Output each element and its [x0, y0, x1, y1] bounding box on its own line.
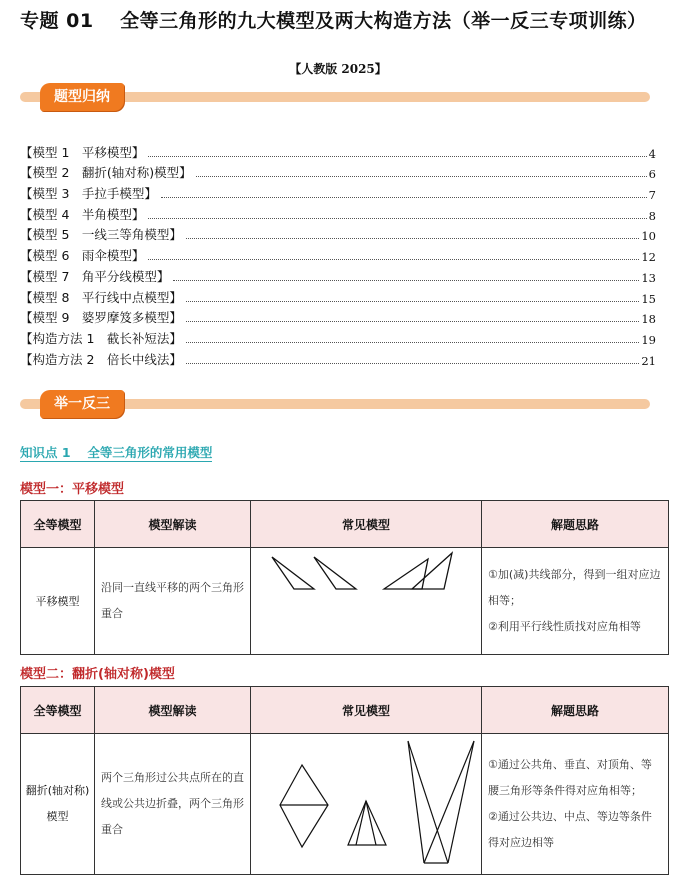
toc-label[interactable]: 【构造方法 1 截长补短法】: [20, 330, 182, 346]
model1-ideas: [482, 548, 669, 655]
model1-figure-cell: [251, 548, 482, 655]
page-title: 专题 01 全等三角形的九大模型及两大构造方法（举一反三专项训练）: [20, 10, 647, 32]
toc-page: 18: [641, 312, 656, 327]
header-model: 全等模型: [21, 687, 95, 734]
model2-figure-cell: [251, 734, 482, 875]
toc-leader: [161, 197, 647, 198]
toc-row-8[interactable]: [20, 285, 656, 306]
toc-leader: [186, 363, 639, 364]
model2-heading: 模型二：翻折(轴对称)模型: [20, 667, 175, 682]
toc-page: 4: [648, 146, 656, 161]
toc-label[interactable]: 【模型 3 手拉手模型】: [20, 186, 157, 202]
model2-name: 翻折(轴对称)模型: [21, 734, 95, 875]
toc-row-6[interactable]: [20, 243, 656, 264]
model2-idea-1: ①通过公共角、垂直、对顶角、等腰三角形等条件得对应角相等；: [488, 758, 652, 797]
toc-page: 15: [641, 291, 656, 306]
header-common: 常见模型: [251, 501, 482, 548]
translation-triangle-4: [412, 553, 452, 589]
model2-ideas: [482, 734, 669, 875]
toc-row-9[interactable]: [20, 306, 656, 327]
toc-row-10[interactable]: [20, 326, 656, 347]
toc-label[interactable]: 【模型 4 半角模型】: [20, 206, 145, 222]
toc-page: 13: [641, 270, 656, 285]
header-idea: 解题思路: [482, 687, 669, 734]
cross-line-4: [448, 741, 474, 863]
table-of-contents: [20, 140, 656, 368]
toc-leader: [148, 218, 646, 219]
toc-page: 6: [648, 167, 656, 182]
kite-figure: [280, 765, 328, 847]
model1-reading: 沿同一直线平移的两个三角形重合: [95, 548, 251, 655]
toc-row-5[interactable]: [20, 223, 656, 244]
toc-label[interactable]: 【模型 6 雨伞模型】: [20, 248, 145, 264]
toc-row-1[interactable]: [20, 140, 656, 161]
toc-label[interactable]: 【模型 8 平行线中点模型】: [20, 289, 182, 305]
translation-triangle-3: [384, 559, 428, 589]
edition-label: 【人教版 2025】: [289, 62, 387, 76]
small-triangle-line-2: [366, 801, 376, 845]
toc-row-7[interactable]: [20, 264, 656, 285]
model1-name: 平移模型: [21, 548, 95, 655]
toc-label[interactable]: 【模型 7 角平分线模型】: [20, 268, 170, 284]
model2-table: [20, 686, 669, 875]
toc-row-2[interactable]: [20, 161, 656, 182]
toc-leader: [196, 176, 647, 177]
toc-page: 8: [648, 208, 656, 223]
translation-triangle-1: [272, 557, 314, 589]
knowledge-point-heading: 知识点 1 全等三角形的常用模型: [20, 445, 213, 460]
toc-leader: [173, 280, 639, 281]
toc-row-11[interactable]: [20, 347, 656, 368]
toc-label[interactable]: 【构造方法 2 倍长中线法】: [20, 351, 182, 367]
toc-label[interactable]: 【模型 1 平移模型】: [20, 144, 145, 160]
toc-label[interactable]: 【模型 5 一线三等角模型】: [20, 227, 182, 243]
cross-line-1: [408, 741, 448, 863]
model1-idea-2: ②利用平行线性质找对应角相等: [488, 620, 641, 633]
toc-page: 21: [641, 353, 656, 368]
header-common: 常见模型: [251, 687, 482, 734]
section-badge-1: 题型归纳: [40, 83, 124, 111]
toc-row-3[interactable]: [20, 181, 656, 202]
toc-leader: [186, 238, 639, 239]
toc-leader: [148, 259, 639, 260]
cross-line-3: [408, 741, 424, 863]
toc-label[interactable]: 【模型 2 翻折(轴对称)模型】: [20, 165, 192, 181]
reflection-model-figure: [252, 735, 478, 873]
model1-idea-1: ①加(减)共线部分，得到一组对应边相等；: [488, 568, 661, 607]
toc-leader: [186, 301, 639, 302]
cross-line-2: [424, 741, 474, 863]
section-badge-2: 举一反三: [40, 390, 124, 418]
toc-leader: [148, 156, 646, 157]
toc-leader: [186, 321, 639, 322]
toc-page: 19: [641, 332, 656, 347]
toc-leader: [186, 342, 639, 343]
translation-triangle-2: [314, 557, 356, 589]
model2-reading: 两个三角形过公共点所在的直线或公共边折叠，两个三角形重合: [95, 734, 251, 875]
header-idea: 解题思路: [482, 501, 669, 548]
model1-table: [20, 500, 669, 655]
toc-label[interactable]: 【模型 9 婆罗摩笈多模型】: [20, 310, 182, 326]
toc-page: 12: [641, 250, 656, 265]
header-reading: 模型解读: [95, 687, 251, 734]
model1-heading: 模型一：平移模型: [20, 482, 125, 497]
model2-idea-2: ②通过公共边、中点、等边等条件得对应边相等: [488, 810, 652, 849]
header-model: 全等模型: [21, 501, 95, 548]
toc-page: 7: [648, 188, 656, 203]
toc-row-4[interactable]: [20, 202, 656, 223]
header-reading: 模型解读: [95, 501, 251, 548]
toc-page: 10: [641, 229, 656, 244]
translation-model-figure: [252, 549, 478, 653]
